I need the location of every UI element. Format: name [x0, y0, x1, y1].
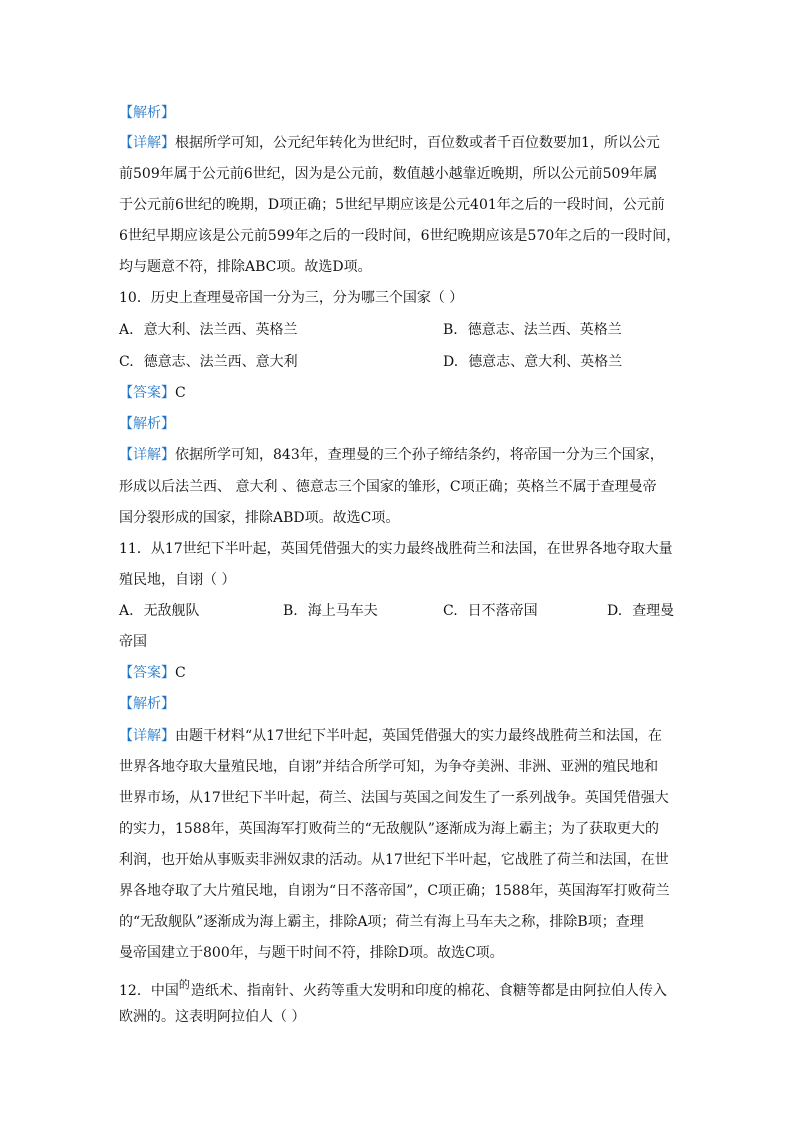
q11-detail-line-7: 的“无敌舰队”逐渐成为海上霸主，排除A项；荷兰有海上马车夫之称，排除B项；查理: [119, 914, 644, 930]
q10-analysis-label: 【解析】: [119, 416, 175, 432]
q10-answer-label: 【答案】: [119, 385, 175, 401]
q11-answer-label: 【答案】: [119, 665, 175, 681]
q11-detail-line-4: 的实力，1588年，英国海军打败荷兰的“无敌舰队”逐渐成为海上霸主；为了获取更大的: [119, 821, 659, 837]
q11-option-d-wrap: 帝国: [119, 634, 147, 650]
q10-answer: 【答案】C: [119, 385, 186, 401]
q11-stem-line-2: 殖民地，自诩（ ）: [119, 572, 236, 588]
q12-stem-line-2: 欧洲的。这表明阿拉伯人（ ）: [119, 1009, 306, 1025]
q11-option-d: D. 查理曼: [607, 603, 675, 619]
q11-answer: 【答案】C: [119, 665, 186, 681]
q10-detail-line-1: 【详解】依据所学可知，843年，查理曼的三个孙子缔结条约，将帝国一分为三个国家，: [119, 447, 664, 463]
q10-option-a: A. 意大利、法兰西、英格兰: [119, 322, 298, 338]
q9-detail-line-4: 6世纪早期应该是公元前599年之后的一段时间，6世纪晚期应该是570年之后的一段时间，: [119, 228, 681, 244]
q11-detail-line-6: 界各地夺取了大片殖民地，自诩为“日不落帝国”，C项正确；1588年，英国海军打败荷兰: [119, 883, 670, 899]
q11-option-a: A. 无敌舰队: [119, 603, 200, 619]
q11-stem-line-1: 11．从17世纪下半叶起，英国凭借强大的实力最终战胜荷兰和法国，在世界各地夺取大量: [119, 541, 673, 557]
q9-detail-line-1: 【详解】根据所学可知，公元纪年转化为世纪时，百位数或者千百位数要加1，所以公元: [119, 135, 660, 151]
q9-detail-line-2: 前509年属于公元前6世纪，因为是公元前，数值越小越靠近晚期，所以公元前509年属: [119, 166, 658, 182]
q9-analysis-label: 【解析】: [119, 105, 175, 121]
q10-detail-label: 【详解】: [119, 447, 175, 463]
q10-detail-line-2: 形成以后法兰西、 意大利 、德意志三个国家的雏形，C项正确；英格兰不属于查理曼帝: [119, 479, 657, 495]
q11-option-c: C. 日不落帝国: [443, 603, 538, 619]
q11-detail-line-2: 世界各地夺取大量殖民地，自诩”并结合所学可知，为争夺美洲、非洲、亚洲的殖民地和: [119, 759, 659, 775]
q10-option-c: C. 德意志、法兰西、意大利: [119, 354, 298, 370]
q10-stem: 10．历史上查理曼帝国一分为三，分为哪三个国家（ ）: [119, 290, 464, 306]
q11-detail-line-1: 【详解】由题干材料“从17世纪下半叶起，英国凭借强大的实力最终战胜荷兰和法国，在: [119, 728, 662, 744]
q11-option-b: B. 海上马车夫: [283, 603, 378, 619]
q11-detail-line-8: 曼帝国建立于800年，与题干时间不符，排除D项。故选C项。: [119, 945, 504, 961]
q10-option-b: B. 德意志、法兰西、英格兰: [443, 322, 622, 338]
q10-option-d: D. 德意志、意大利、英格兰: [443, 354, 623, 370]
q11-detail-line-3: 世界市场，从17世纪下半叶起，荷兰、法国与英国之间发生了一系列战争。英国凭借强大: [119, 790, 669, 806]
q9-detail-line-3: 于公元前6世纪的晚期，D项正确；5世纪早期应该是公元401年之后的一段时间，公元前: [119, 197, 665, 213]
q11-analysis-label: 【解析】: [119, 696, 175, 712]
q12-stem-line-1: 12．中国$^的$造纸术、指南针、火药等重大发明和印度的棉花、食糖等都是由阿拉伯人传入: [119, 978, 667, 999]
q9-detail-label: 【详解】: [119, 135, 175, 151]
q11-detail-line-5: 利润，也开始从事贩卖非洲奴隶的活动。从17世纪下半叶起，它战胜了荷兰和法国，在世: [119, 852, 669, 868]
q10-detail-line-3: 国分裂形成的国家，排除ABD项。故选C项。: [119, 510, 400, 526]
q9-detail-line-5: 均与题意不符，排除ABC项。故选D项。: [119, 259, 372, 275]
q11-detail-label: 【详解】: [119, 728, 175, 744]
